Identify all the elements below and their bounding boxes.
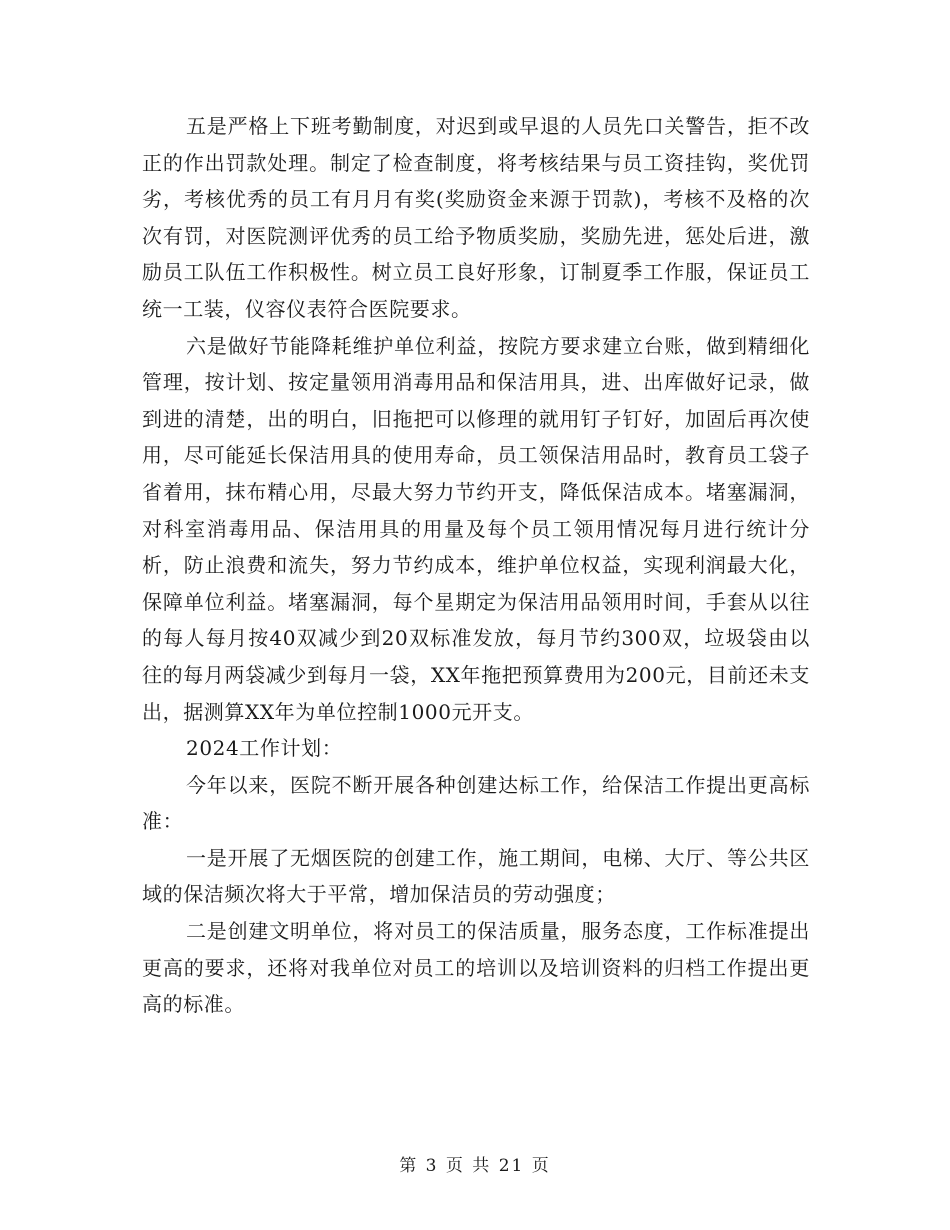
paragraph-smoke-free: 一是开展了无烟医院的创建工作，施工期间，电梯、大厅、等公共区域的保洁频次将大于平常，增加保洁员的劳动强度； bbox=[142, 845, 810, 907]
page-number-footer: 第 3 页 共 21 页 bbox=[399, 1156, 551, 1176]
paragraph-plan-heading: 2024工作计划： bbox=[186, 736, 343, 761]
document-body bbox=[142, 108, 810, 1023]
paragraph-attendance: 五是严格上下班考勤制度，对迟到或早退的人员先口关警告，拒不改正的作出罚款处理。制定了检查制度，将考核结果与员工资挂钩，奖优罚劣，考核优秀的员工有月月有奖(奖励资金来源于罚款)，考核不及格的次次有罚，对医院测评优秀的员工给予物质奖励，奖励先进，惩处后进，激励员工队伍工作积极性。树立员工良好形象，订制夏季工作服，保证员工统一工装，仪容仪表符合医院要求。 bbox=[142, 114, 810, 321]
paragraph-energy-saving: 六是做好节能降耗维护单位利益，按院方要求建立台账，做到精细化管理，按计划、按定量领用消毒用品和保洁用具，进、出库做好记录，做到进的清楚，出的明白，旧拖把可以修理的就用钉子钉好，加固后再次使用，尽可能延长保洁用具的使用寿命，员工领保洁用品时，教育员工袋子省着用，抹布精心用，尽最大努力节约开支，降低保洁成本。堵塞漏洞，对科室消毒用品、保洁用具的用量及每个员工领用情况每月进行统计分析，防止浪费和流失，努力节约成本，维护单位权益，实现利润最大化，保障单位利益。堵塞漏洞，每个星期定为保洁用品领用时间，手套从以往的每人每月按40双减少到20双标准发放，每月节约300双，垃圾袋由以往的每月两袋减少到每月一袋，XX年拖把预算费用为200元，目前还未支出，据测算XX年为单位控制1000元开支。 bbox=[142, 333, 810, 724]
paragraph-civilized-unit: 二是创建文明单位，将对员工的保洁质量，服务态度，工作标准提出更高的要求，还将对我单位对员工的培训以及培训资料的归档工作提出更高的标准。 bbox=[142, 919, 810, 1017]
paragraph-plan-intro: 今年以来，医院不断开展各种创建达标工作，给保洁工作提出更高标准： bbox=[142, 772, 810, 834]
